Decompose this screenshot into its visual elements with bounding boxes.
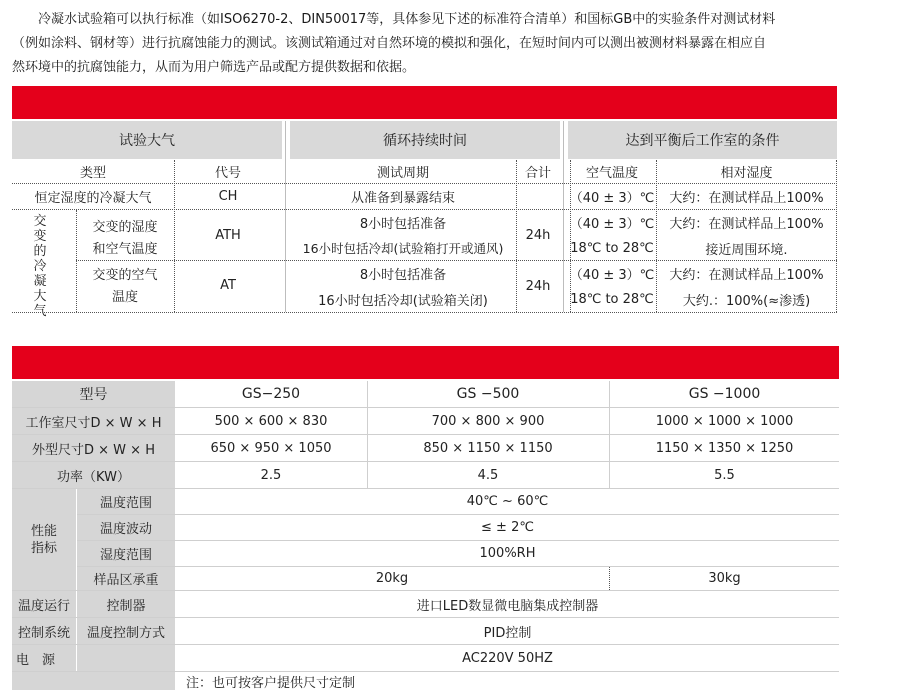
model-label: 型号 bbox=[12, 381, 175, 407]
power-label: 功率（KW） bbox=[12, 462, 175, 488]
temp-range-value: 40℃ ~ 60℃ bbox=[466, 494, 549, 509]
table1-divider bbox=[563, 121, 564, 312]
table2-divider bbox=[12, 407, 839, 408]
ch-humidity: 大约：在测试样品上100% bbox=[669, 190, 824, 206]
outer-size-gs1000: 1150 × 1350 × 1250 bbox=[655, 440, 794, 456]
power-gs1000: 5.5 bbox=[714, 467, 735, 483]
table2-divider bbox=[12, 617, 839, 618]
intro-line-2: （例如涂料、钢材等）进行抗腐蚀能力的测试。该测试箱通过对自然环境的模拟和强化，在短时间内可以测出被测材料暴露在相应自 bbox=[12, 36, 767, 51]
humid-range-value: 100%RH bbox=[479, 546, 536, 561]
load-label: 样品区承重 bbox=[77, 567, 175, 590]
table2-divider bbox=[12, 434, 839, 435]
at-type-line2: 温度 bbox=[111, 289, 138, 305]
at-total: 24h bbox=[525, 278, 551, 294]
power-supply-value: AC220V 50HZ bbox=[462, 650, 553, 666]
temp-ctrl-label: 温度控制方式 bbox=[77, 618, 175, 644]
ath-humidity-1: 大约：在测试样品上100% bbox=[669, 217, 824, 232]
ath-period-1: 8小时包括准备 bbox=[359, 217, 447, 232]
ath-period-2: 16小时包括冷却(试验箱打开或通风) bbox=[302, 241, 504, 256]
temp-range-label: 温度范围 bbox=[77, 489, 175, 514]
at-period-2: 16小时包括冷却(试验箱关闭) bbox=[318, 293, 488, 309]
ath-temp-1: （40 ± 3）℃ bbox=[569, 217, 655, 232]
temp-fluct-value: ≤ ± 2℃ bbox=[481, 520, 534, 535]
at-period-1: 8小时包括准备 bbox=[359, 268, 447, 283]
ath-temp-2: 18℃ to 28℃ bbox=[570, 240, 654, 256]
ch-temp: （40 ± 3）℃ bbox=[569, 190, 655, 206]
table1-divider bbox=[12, 183, 837, 184]
col-header-type: 类型 bbox=[79, 165, 106, 181]
table2-divider bbox=[77, 540, 839, 541]
intro-paragraph bbox=[12, 8, 840, 80]
ch-type: 恒定湿度的冷凝大气 bbox=[34, 190, 152, 206]
load-large-value: 30kg bbox=[708, 571, 741, 586]
table2-divider bbox=[609, 381, 610, 488]
power-gs250: 2.5 bbox=[260, 467, 282, 483]
table2-red-header-bar bbox=[12, 346, 839, 379]
ctrl-label-2: 控制系统 bbox=[12, 618, 76, 644]
power-supply-label-blank bbox=[77, 645, 175, 671]
table1-divider bbox=[76, 260, 837, 261]
table1-divider bbox=[12, 312, 837, 313]
at-code: AT bbox=[220, 277, 236, 293]
table2-divider bbox=[77, 514, 839, 515]
controller-value: 进口LED数显微电脑集成控制器 bbox=[416, 598, 599, 614]
at-temp-2: 18℃ to 28℃ bbox=[570, 291, 654, 307]
note-label-blank bbox=[12, 672, 175, 690]
table2-divider bbox=[609, 567, 610, 590]
group-header-chamber-conditions: 达到平衡后工作室的条件 bbox=[568, 121, 837, 159]
table2-divider bbox=[367, 381, 368, 488]
temp-fluct-label: 温度波动 bbox=[77, 515, 175, 540]
outer-size-gs250: 650 × 950 × 1050 bbox=[210, 440, 332, 456]
table1-red-header-bar bbox=[12, 86, 837, 119]
ch-code: CH bbox=[218, 188, 238, 204]
note-text: 注：也可按客户提供尺寸定制 bbox=[186, 676, 356, 691]
col-header-air-temp: 空气温度 bbox=[585, 165, 638, 181]
ch-period: 从准备到暴露结束 bbox=[350, 190, 455, 206]
outer-size-label: 外型尺寸D × W × H bbox=[12, 435, 175, 461]
inner-size-gs250: 500 × 600 × 830 bbox=[214, 413, 328, 429]
table2-divider bbox=[12, 461, 839, 462]
at-humidity-2: 大约.：100%(≈渗透) bbox=[682, 293, 811, 309]
col-header-period: 测试周期 bbox=[376, 165, 429, 181]
controller-label: 控制器 bbox=[77, 591, 175, 617]
col-header-total: 合计 bbox=[524, 165, 551, 181]
model-gs250: GS−250 bbox=[241, 386, 301, 402]
ath-total: 24h bbox=[525, 227, 551, 243]
temp-ctrl-value: PID控制 bbox=[483, 625, 532, 641]
group-header-test-atmosphere: 试验大气 bbox=[12, 121, 282, 159]
inner-size-label: 工作室尺寸D × W × H bbox=[12, 408, 175, 434]
table1-divider bbox=[12, 209, 837, 210]
at-temp-1: （40 ± 3）℃ bbox=[569, 268, 655, 283]
at-humidity-1: 大约：在测试样品上100% bbox=[669, 268, 824, 283]
model-gs500: GS −500 bbox=[456, 386, 520, 402]
model-gs1000: GS −1000 bbox=[688, 386, 761, 402]
load-small-value: 20kg bbox=[375, 571, 409, 586]
intro-line-1: 冷凝水试验箱可以执行标准（如ISO6270-2、DIN50017等，具体参见下述的标准符合清单）和国标GB中的实验条件对测试材料 bbox=[38, 12, 776, 27]
intro-line-3: 然环境中的抗腐蚀能力，从而为用户筛选产品或配方提供数据和依据。 bbox=[12, 60, 416, 75]
col-header-humidity: 相对湿度 bbox=[720, 165, 773, 181]
power-supply-label: 电 源 bbox=[12, 645, 76, 671]
ath-type-line1: 交变的湿度 bbox=[92, 219, 158, 235]
table2-divider bbox=[12, 644, 839, 645]
at-type-line1: 交变的空气 bbox=[92, 267, 158, 283]
perf-label: 性能 指标 bbox=[12, 489, 76, 590]
table1-divider bbox=[76, 210, 77, 312]
table1-divider bbox=[285, 121, 286, 312]
outer-size-gs500: 850 × 1150 × 1150 bbox=[423, 440, 553, 456]
ctrl-label-1: 温度运行 bbox=[12, 591, 76, 617]
inner-size-gs500: 700 × 800 × 900 bbox=[431, 413, 545, 429]
table2-divider bbox=[12, 671, 839, 672]
group-header-cycle-duration: 循环持续时间 bbox=[290, 121, 560, 159]
power-gs500: 4.5 bbox=[477, 467, 499, 483]
table2-divider bbox=[12, 590, 839, 591]
table2-divider bbox=[12, 488, 839, 489]
humid-range-label: 湿度范围 bbox=[77, 541, 175, 566]
col-header-code: 代号 bbox=[214, 165, 241, 181]
ath-type-line2: 和空气温度 bbox=[92, 241, 158, 257]
table2-divider bbox=[77, 566, 839, 567]
ath-code: ATH bbox=[215, 227, 241, 243]
inner-size-gs1000: 1000 × 1000 × 1000 bbox=[655, 413, 794, 429]
ath-humidity-2: 接近周围环境. bbox=[705, 242, 788, 258]
side-label-alternating-atmosphere: 交 变 的 冷 凝 大 气 bbox=[33, 214, 47, 319]
